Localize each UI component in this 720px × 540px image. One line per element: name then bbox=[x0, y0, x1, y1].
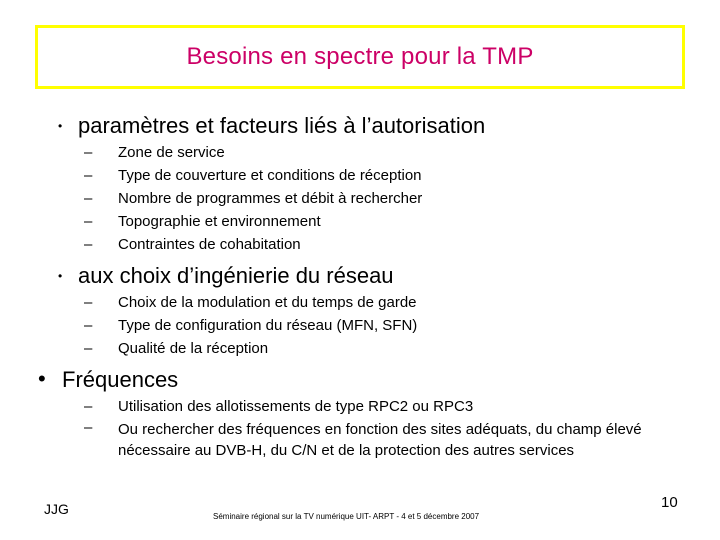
list-item bbox=[0, 294, 720, 317]
list-item-text: Utilisation des allotissements de type RPC2 ou RPC3 bbox=[118, 398, 474, 415]
dash-icon: – bbox=[84, 398, 93, 415]
dash-icon: – bbox=[84, 317, 93, 334]
list-item bbox=[0, 340, 720, 363]
list-item bbox=[0, 317, 720, 340]
section-heading: Fréquences bbox=[62, 367, 179, 392]
section-heading: paramètres et facteurs liés à l’autorisation bbox=[78, 113, 486, 138]
dash-icon: – bbox=[84, 213, 93, 230]
list-item-text: Nombre de programmes et débit à rechercher bbox=[118, 190, 423, 207]
list-item bbox=[0, 144, 720, 167]
list-item-text: Topographie et environnement bbox=[118, 213, 321, 230]
list-item-text: Qualité de la réception bbox=[118, 340, 269, 357]
dash-icon: – bbox=[84, 294, 93, 311]
list-item bbox=[0, 167, 720, 190]
slide-title: Besoins en spectre pour la TMP bbox=[186, 43, 534, 70]
footer-author: JJG bbox=[44, 501, 69, 517]
bullet-icon: • bbox=[38, 366, 46, 391]
title-box bbox=[35, 25, 685, 89]
dash-icon: – bbox=[84, 190, 93, 207]
list-item-text: Zone de service bbox=[118, 144, 225, 161]
list-item-text: Choix de la modulation et du temps de garde bbox=[118, 294, 417, 311]
bullet-icon: • bbox=[58, 269, 63, 283]
dash-icon: – bbox=[84, 236, 93, 253]
footer-event: Séminaire régional sur la TV numérique UIT- ARPT - 4 et 5 décembre 2007 bbox=[213, 512, 480, 521]
list-item bbox=[0, 419, 720, 463]
bullet-icon: • bbox=[58, 119, 63, 133]
section-heading: aux choix d’ingénierie du réseau bbox=[78, 263, 394, 288]
list-item-text: Ou rechercher des fréquences en fonction des sites adéquats, du champ élevé nécessaire au DVB-H, du C/N et de la protection des autres services bbox=[118, 421, 642, 459]
list-item-text: Contraintes de cohabitation bbox=[118, 236, 301, 253]
list-item-text: Type de couverture et conditions de réception bbox=[118, 167, 422, 184]
list-item bbox=[0, 398, 720, 421]
page-number: 10 bbox=[661, 494, 678, 511]
list-item bbox=[0, 236, 720, 259]
dash-icon: – bbox=[84, 340, 93, 357]
dash-icon: – bbox=[84, 419, 93, 436]
list-item bbox=[0, 190, 720, 213]
list-item-text: Type de configuration du réseau (MFN, SFN) bbox=[118, 317, 418, 334]
dash-icon: – bbox=[84, 167, 93, 184]
list-item bbox=[0, 213, 720, 236]
dash-icon: – bbox=[84, 144, 93, 161]
